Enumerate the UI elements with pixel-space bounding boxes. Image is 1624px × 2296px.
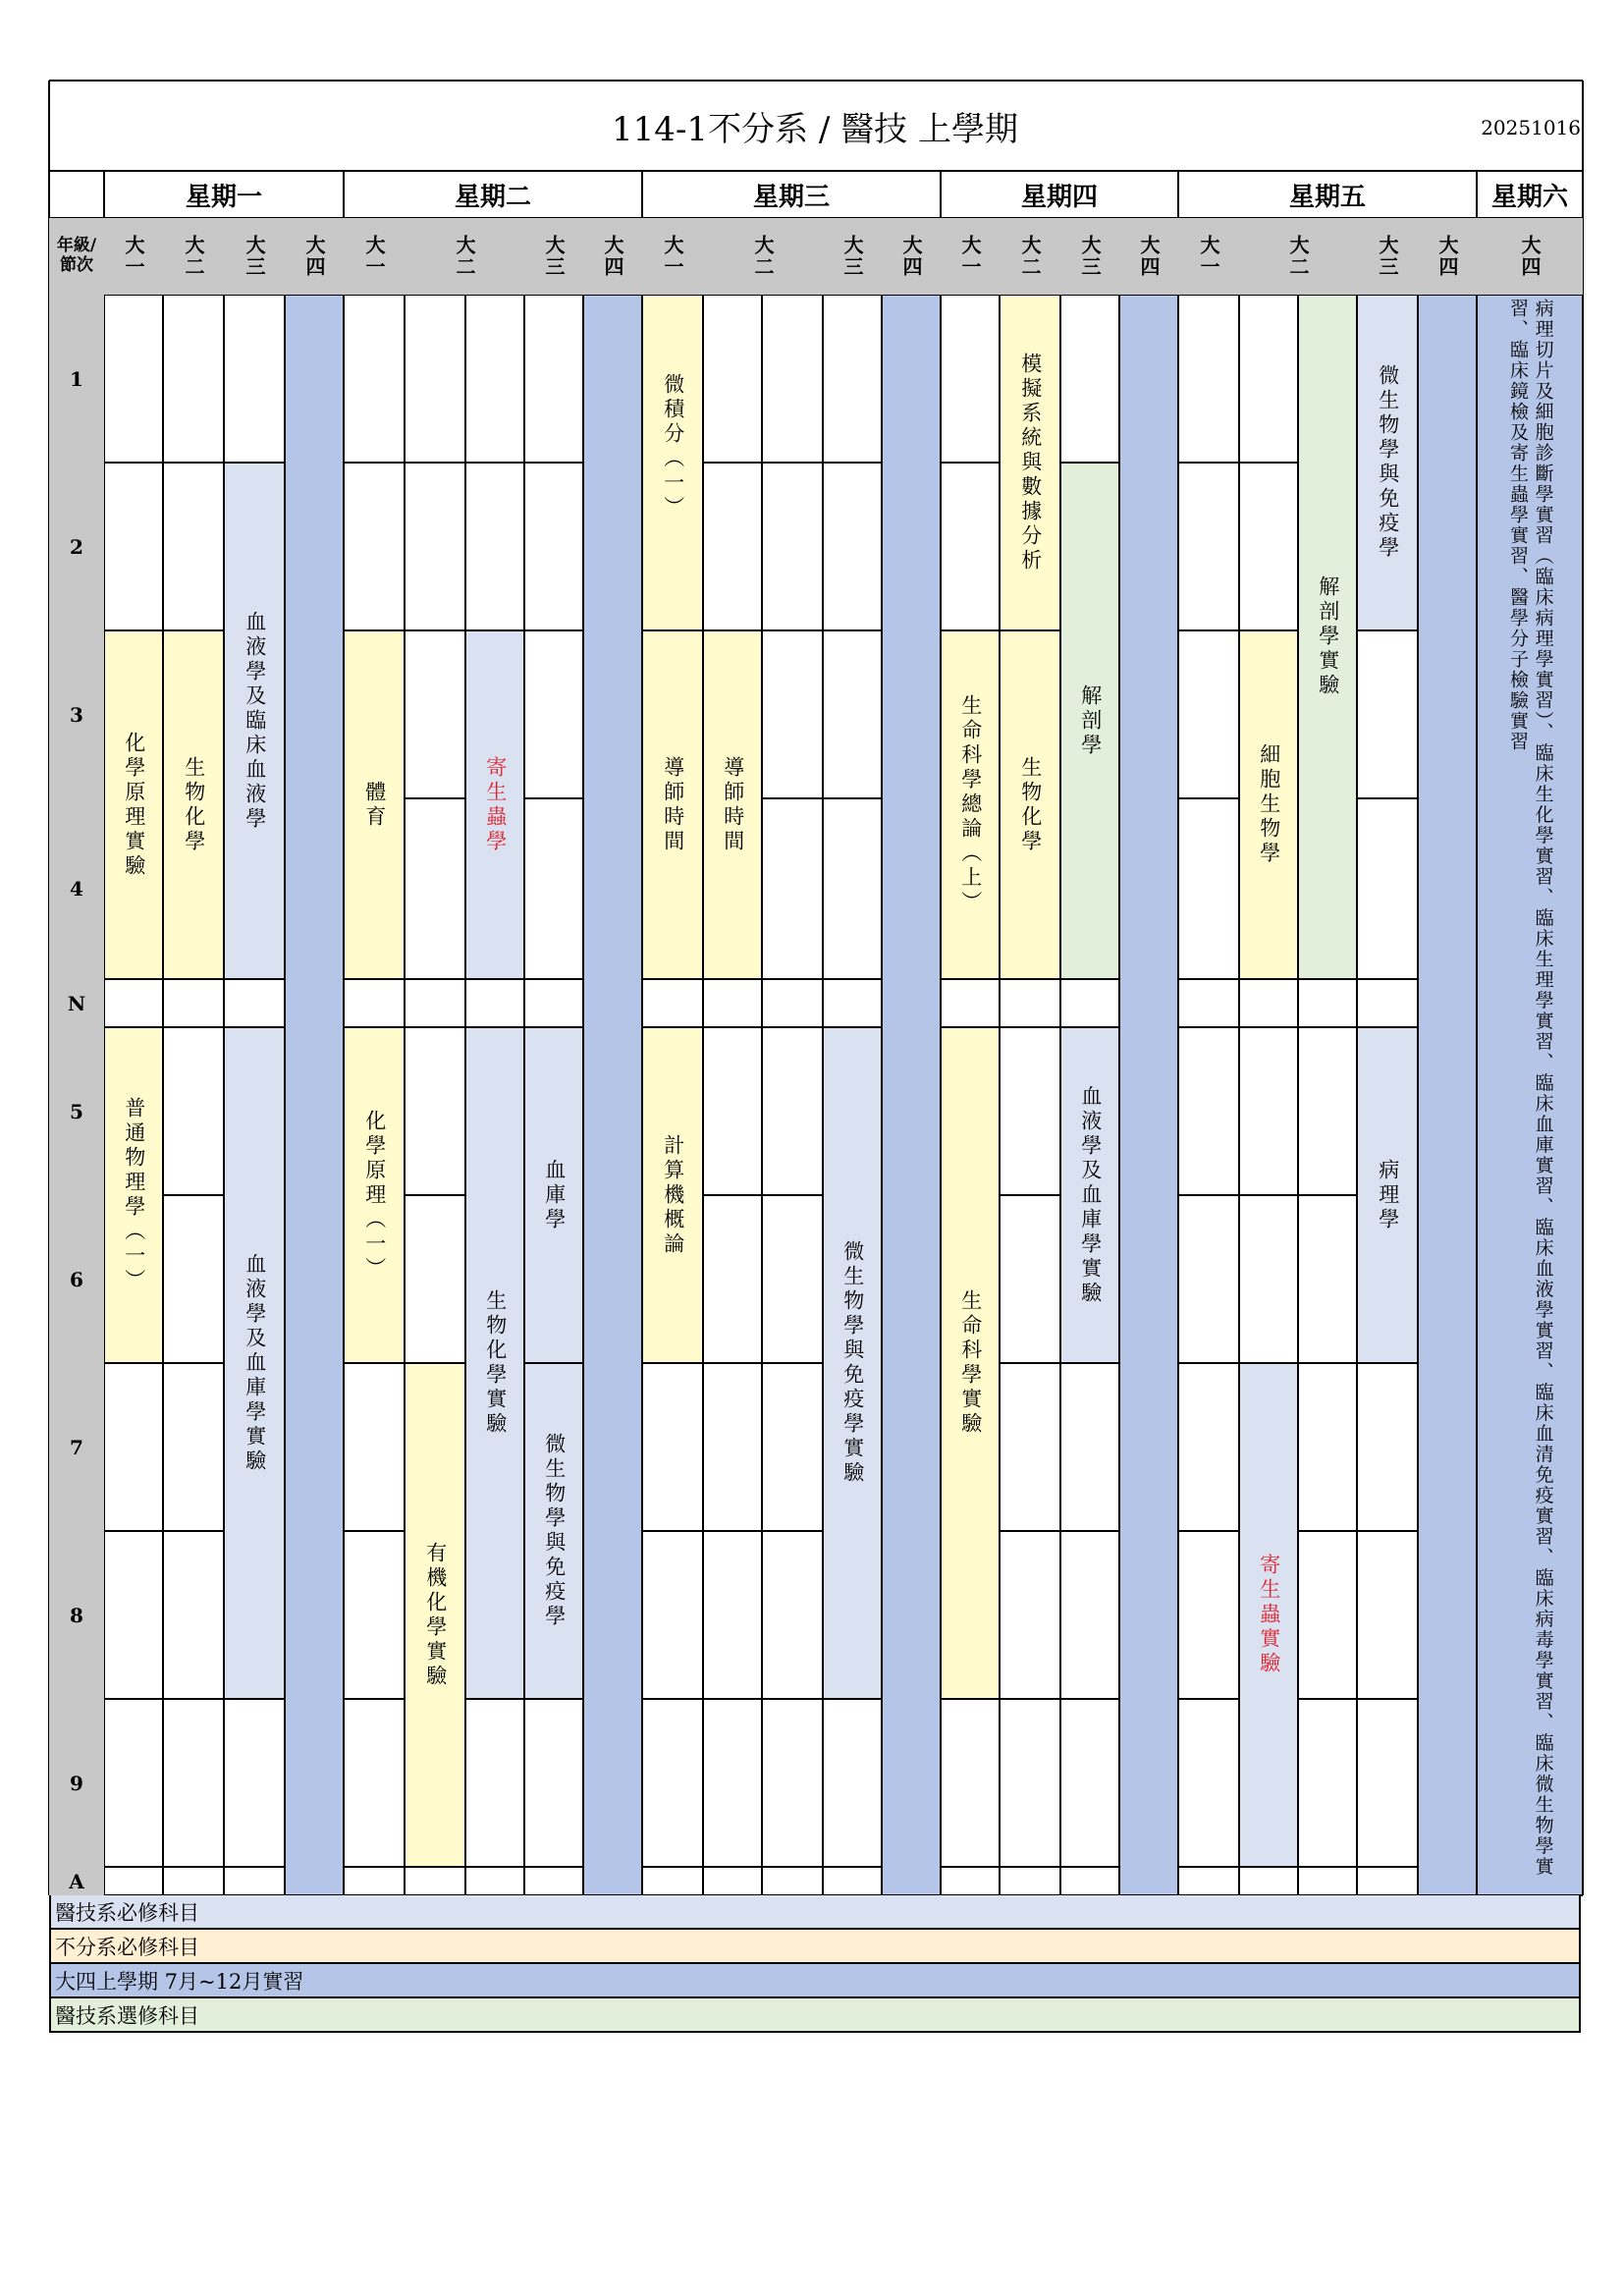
course-name: 生物化學 <box>1018 755 1043 854</box>
period-line <box>1060 1362 1119 1364</box>
period-line <box>104 1698 163 1700</box>
period-line <box>405 797 465 799</box>
course-name: 寄生蟲實驗 <box>1257 1554 1281 1676</box>
period-line <box>465 1866 524 1868</box>
period-line <box>524 797 583 799</box>
grade-header-text: 大四 <box>302 235 326 278</box>
period-line <box>104 1530 163 1532</box>
day-header: 星期一 <box>185 182 262 212</box>
course-block-mon-2-biochem[interactable] <box>163 630 224 979</box>
grade-header-text: 大四 <box>899 235 923 278</box>
period-line <box>465 978 524 980</box>
period-line <box>465 462 524 464</box>
period-line <box>344 1866 405 1868</box>
grade-header <box>1000 218 1060 295</box>
grade-header <box>1239 218 1357 295</box>
period-line <box>1357 978 1418 980</box>
period-line <box>104 1362 163 1364</box>
course-block-thu-2-biochem[interactable] <box>1000 630 1060 979</box>
grade-header-text: 大一 <box>122 235 145 278</box>
period-line <box>941 629 1000 631</box>
period-line <box>1239 978 1298 980</box>
grade-header-text: 大二 <box>182 235 205 278</box>
grade-separator <box>822 218 824 1895</box>
grade4-internship-band-3 <box>882 295 941 1895</box>
grade-header <box>642 218 703 295</box>
grade-header-text: 大一 <box>362 235 386 278</box>
period-line <box>1060 1530 1119 1532</box>
course-name: 生命科學總論（上） <box>958 694 983 915</box>
period-line <box>1298 978 1357 980</box>
course-block-fri-2b-anatomy-lab[interactable] <box>1298 295 1357 979</box>
course-block-tue-2b-biochem-lab[interactable] <box>465 1027 524 1699</box>
grade-header <box>224 218 285 295</box>
period-line <box>823 629 882 631</box>
period-line <box>1060 1026 1119 1028</box>
revision-date: 20251016 <box>1481 116 1581 139</box>
period-line <box>1239 462 1298 464</box>
day-separator <box>940 171 942 1895</box>
period-line <box>1000 1866 1060 1868</box>
period-line <box>823 1698 882 1700</box>
grade-separator <box>1417 218 1419 1895</box>
period-line <box>405 1026 465 1028</box>
course-name: 導師時間 <box>661 755 685 854</box>
period-line <box>941 462 1000 464</box>
period-line <box>1178 978 1239 980</box>
period-line <box>941 1866 1000 1868</box>
period-label: 1 <box>49 295 104 463</box>
grade-header <box>703 218 823 295</box>
period-line <box>524 1026 583 1028</box>
period-line <box>224 978 285 980</box>
period-line <box>642 1866 703 1868</box>
period-line <box>642 1530 703 1532</box>
period-line <box>163 1698 224 1700</box>
period-label: 6 <box>49 1195 104 1363</box>
period-line <box>1298 1194 1357 1196</box>
period-line <box>762 1866 823 1868</box>
grade-header <box>882 218 941 295</box>
sub-column-line <box>761 295 763 1895</box>
period-line <box>405 1194 465 1196</box>
course-block-wed-1-calculus[interactable] <box>642 295 703 630</box>
grade-separator <box>284 218 286 1895</box>
day-header: 星期二 <box>454 182 531 212</box>
period-line <box>762 1530 823 1532</box>
course-name: 微生物學與免疫學 <box>542 1433 567 1629</box>
period-line <box>762 1026 823 1028</box>
period-line <box>642 1026 703 1028</box>
period-label: 3 <box>49 630 104 798</box>
course-name: 模擬系統與數據分析 <box>1018 352 1043 574</box>
period-line <box>405 1866 465 1868</box>
period-line <box>104 1866 163 1868</box>
course-block-thu-3-anatomy[interactable] <box>1060 463 1119 979</box>
corner-header <box>49 218 104 295</box>
period-line <box>524 978 583 980</box>
course-name: 微生物學與免疫學 <box>1376 364 1400 561</box>
period-line <box>1357 629 1418 631</box>
period-line <box>163 462 224 464</box>
period-line <box>1357 1530 1418 1532</box>
period-line <box>344 629 405 631</box>
period-line <box>524 1866 583 1868</box>
day-separator <box>1476 171 1478 1895</box>
period-line <box>1000 978 1060 980</box>
grade-separator <box>404 218 406 1895</box>
period-line <box>524 1362 583 1364</box>
period-line <box>1000 629 1060 631</box>
course-block-thu-1-lifesci-lab[interactable] <box>941 1027 1000 1699</box>
period-line <box>163 978 224 980</box>
period-line <box>1239 629 1298 631</box>
course-name: 細胞生物學 <box>1257 743 1281 866</box>
course-name: 普通物理學（一） <box>122 1097 146 1293</box>
grade-separator <box>1238 218 1240 1895</box>
period-line <box>465 1698 524 1700</box>
period-line <box>762 629 823 631</box>
grade-header-text: 大四 <box>1137 235 1161 278</box>
period-line <box>1298 1698 1357 1700</box>
course-name: 體育 <box>362 780 387 830</box>
period-label: 9 <box>49 1699 104 1867</box>
period-line <box>703 1026 762 1028</box>
grade-header <box>104 218 163 295</box>
course-block-wed-1-mentor[interactable] <box>642 630 703 979</box>
period-line <box>703 1866 762 1868</box>
legend-row-dblue <box>49 1964 1581 1998</box>
period-line <box>1000 1194 1060 1196</box>
corner-header-text: 節次 <box>60 255 93 275</box>
grade-header <box>285 218 344 295</box>
grade-header <box>1357 218 1418 295</box>
period-line <box>941 1698 1000 1700</box>
grade-header <box>405 218 524 295</box>
period-line <box>1178 1866 1239 1868</box>
grade-header <box>1178 218 1239 295</box>
grade-header-text: 大四 <box>1435 235 1459 278</box>
course-block-tue-3-bloodbank[interactable] <box>524 1027 583 1363</box>
grade-header <box>163 218 224 295</box>
course-name: 解剖學 <box>1078 683 1103 758</box>
grade-header-text: 大二 <box>453 235 476 278</box>
course-block-wed-3-micro-lab[interactable] <box>823 1027 882 1699</box>
period-label: 2 <box>49 463 104 630</box>
period-line <box>1060 1866 1119 1868</box>
period-line <box>405 1362 465 1364</box>
legend-row-green <box>49 1998 1581 2033</box>
period-label: 7 <box>49 1363 104 1531</box>
course-name: 病理學 <box>1376 1158 1400 1232</box>
period-line <box>762 978 823 980</box>
period-line <box>163 1194 224 1196</box>
grade-header-text: 大一 <box>1197 235 1220 278</box>
period-line <box>344 1362 405 1364</box>
grade-header-text: 大一 <box>958 235 982 278</box>
grade-header-text: 大二 <box>751 235 775 278</box>
grade-separator <box>1118 218 1120 1895</box>
period-line <box>104 978 163 980</box>
grade-separator <box>523 218 525 1895</box>
day-separator <box>343 171 345 1895</box>
period-line <box>941 1026 1000 1028</box>
period-line <box>703 978 762 980</box>
period-line <box>405 629 465 631</box>
period-line <box>1178 462 1239 464</box>
period-line <box>224 1026 285 1028</box>
frame-right <box>1582 81 1584 1895</box>
day-header: 星期五 <box>1288 182 1366 212</box>
period-line <box>1178 797 1239 799</box>
course-name: 血液學及血庫學實驗 <box>243 1252 267 1474</box>
period-line <box>1178 629 1239 631</box>
grade-header-text: 大四 <box>1518 235 1542 278</box>
period-line <box>1239 1362 1298 1364</box>
period-line <box>703 462 762 464</box>
period-line <box>344 1530 405 1532</box>
period-line <box>762 1698 823 1700</box>
period-line <box>762 1362 823 1364</box>
period-line <box>1298 1866 1357 1868</box>
period-line <box>703 1362 762 1364</box>
day-separator <box>641 171 643 1895</box>
period-line <box>1000 1362 1060 1364</box>
period-line <box>1178 1698 1239 1700</box>
period-line <box>344 978 405 980</box>
period-line <box>1239 1866 1298 1868</box>
grade-header-text: 大二 <box>1286 235 1310 278</box>
period-line <box>1000 1530 1060 1532</box>
course-block-thu-1-lifesci[interactable] <box>941 630 1000 979</box>
period-line <box>1357 1362 1418 1364</box>
period-line <box>1178 1026 1239 1028</box>
period-line <box>1239 1026 1298 1028</box>
period-line <box>405 978 465 980</box>
period-line <box>1357 1698 1418 1700</box>
legend-label: 醫技系選修科目 <box>55 2003 199 2028</box>
grade4-internship-band-1 <box>285 295 344 1895</box>
course-name: 生命科學實驗 <box>958 1289 983 1437</box>
legend-label: 不分系必修科目 <box>55 1935 199 1959</box>
period-line <box>1357 1026 1418 1028</box>
course-name: 生物化學 <box>182 755 206 854</box>
period-line <box>524 629 583 631</box>
period-label: 8 <box>49 1531 104 1699</box>
period-line <box>344 1698 405 1700</box>
period-label: A <box>49 1867 104 1895</box>
day-header: 星期六 <box>1490 182 1568 212</box>
period-line <box>1239 1194 1298 1196</box>
grade4-internship-band-5 <box>1418 295 1477 1895</box>
period-line <box>642 629 703 631</box>
course-name: 血庫學 <box>542 1158 567 1232</box>
period-line <box>224 1866 285 1868</box>
grade-separator <box>1356 218 1358 1895</box>
legend-label: 大四上學期 7月~12月實習 <box>55 1969 304 1994</box>
course-name: 微生物學與免疫學實驗 <box>840 1240 865 1486</box>
grade-header <box>583 218 642 295</box>
period-line <box>823 1026 882 1028</box>
grade4-internship-band-2 <box>583 295 642 1895</box>
grade-header <box>823 218 882 295</box>
course-name: 寄生蟲學 <box>483 755 508 854</box>
grade-header <box>1418 218 1477 295</box>
legend-row-blue <box>49 1895 1581 1930</box>
grade-header <box>344 218 405 295</box>
period-line <box>1357 1866 1418 1868</box>
course-block-tue-2b-parasite[interactable] <box>465 630 524 979</box>
grade-header <box>941 218 1000 295</box>
course-name: 化學原理實驗 <box>122 731 146 879</box>
grade-header-text: 大一 <box>661 235 684 278</box>
grade-separator <box>999 218 1001 1895</box>
period-line <box>1298 1026 1357 1028</box>
course-block-tue-3-micro[interactable] <box>524 1363 583 1699</box>
course-name: 生物化學實驗 <box>483 1289 508 1437</box>
period-label: N <box>49 979 104 1027</box>
period-label: 4 <box>49 798 104 979</box>
period-line <box>524 1698 583 1700</box>
course-block-tue-1-pe[interactable] <box>344 630 405 979</box>
period-line <box>1000 1698 1060 1700</box>
grade-header <box>1119 218 1178 295</box>
grade-separator <box>881 218 883 1895</box>
course-block-thu-3-hema-lab[interactable] <box>1060 1027 1119 1363</box>
course-name: 病理切片及細胞診斷學實習（臨床病理學實習）、臨床生化學實習、臨床生理學實習、臨床血庫實習、臨床血液學實習、臨床血清免疫實習、臨床病毒學實習、臨床微生物學實習、臨床鏡檢及寄生蟲學實習、醫學分子檢驗實習 <box>1507 299 1554 1878</box>
grade-header <box>524 218 583 295</box>
course-name: 化學原理（一） <box>362 1109 387 1282</box>
period-line <box>465 1026 524 1028</box>
period-line <box>762 462 823 464</box>
period-line <box>163 629 224 631</box>
period-line <box>104 462 163 464</box>
course-name: 解剖學實驗 <box>1316 575 1340 698</box>
day-separator <box>1177 171 1179 1895</box>
day-header: 星期三 <box>752 182 830 212</box>
grade-header-text: 大三 <box>840 235 864 278</box>
course-block-mon-1-physics[interactable] <box>104 1027 163 1363</box>
period-line <box>703 1194 762 1196</box>
period-line <box>1298 1530 1357 1532</box>
period-line <box>823 978 882 980</box>
period-line <box>642 1362 703 1364</box>
period-line <box>344 1026 405 1028</box>
sub-column-line <box>1297 295 1299 1895</box>
period-line <box>104 1026 163 1028</box>
period-line <box>224 462 285 464</box>
period-line <box>224 1698 285 1700</box>
period-line <box>163 1362 224 1364</box>
grade4-internship-band-4 <box>1119 295 1178 1895</box>
period-line <box>762 797 823 799</box>
course-block-fri-2a-parasite-lab[interactable] <box>1239 1363 1298 1867</box>
period-line <box>1060 1698 1119 1700</box>
course-block-mon-1-chem-lab[interactable] <box>104 630 163 979</box>
course-name: 導師時間 <box>721 755 745 854</box>
course-name: 血液學及臨床血液學 <box>243 610 267 832</box>
period-line <box>163 1530 224 1532</box>
grade-header <box>1060 218 1119 295</box>
page-title: 114-1不分系 / 醫技 上學期 <box>612 109 1018 149</box>
grade-header-text: 大三 <box>1376 235 1399 278</box>
period-line <box>163 1026 224 1028</box>
period-line <box>405 462 465 464</box>
period-line <box>524 462 583 464</box>
legend-label: 醫技系必修科目 <box>55 1900 199 1925</box>
grade-separator <box>162 218 164 1895</box>
course-block-tue-2a-orgchem-lab[interactable] <box>405 1363 465 1867</box>
grade-separator <box>702 218 704 1895</box>
grade-separator <box>223 218 225 1895</box>
grade-separator <box>1059 218 1061 1895</box>
period-line <box>941 978 1000 980</box>
period-line <box>642 1698 703 1700</box>
course-block-fri-3-micro[interactable] <box>1357 295 1418 630</box>
period-line <box>465 629 524 631</box>
period-line <box>762 1194 823 1196</box>
course-block-fri-2a-cellbio[interactable] <box>1239 630 1298 979</box>
period-line <box>703 1530 762 1532</box>
period-line <box>703 1698 762 1700</box>
period-line <box>1298 1362 1357 1364</box>
period-line <box>823 1866 882 1868</box>
period-line <box>1060 462 1119 464</box>
course-block-wed-2a-mentor[interactable] <box>703 630 762 979</box>
saturday-grade-header <box>1477 218 1583 295</box>
course-block-mon-3-hema[interactable] <box>224 463 285 979</box>
period-line <box>1060 978 1119 980</box>
grade-header-text: 大四 <box>601 235 624 278</box>
course-block-thu-2-simulation[interactable] <box>1000 295 1060 630</box>
period-line <box>1178 1362 1239 1364</box>
course-block-fri-3-pathology[interactable] <box>1357 1027 1418 1363</box>
period-line <box>703 629 762 631</box>
period-line <box>1178 1194 1239 1196</box>
course-name: 血液學及血庫學實驗 <box>1078 1084 1103 1306</box>
period-line <box>1357 797 1418 799</box>
grade-header-text: 大二 <box>1018 235 1042 278</box>
period-label: 5 <box>49 1027 104 1195</box>
course-block-wed-1-computer[interactable] <box>642 1027 703 1363</box>
course-name: 微積分（一） <box>661 373 685 520</box>
course-name: 有機化學實驗 <box>423 1541 448 1689</box>
course-block-sat-4-internship[interactable] <box>1477 295 1583 1895</box>
period-line <box>163 1866 224 1868</box>
period-line <box>642 978 703 980</box>
grade-separator <box>582 218 584 1895</box>
course-block-mon-3-hema-lab[interactable] <box>224 1027 285 1699</box>
day-header: 星期四 <box>1020 182 1098 212</box>
sub-column-line <box>464 295 466 1895</box>
frame-top <box>49 80 1583 82</box>
corner-header-text: 年級/ <box>56 236 97 256</box>
grade-header-text: 大三 <box>1078 235 1102 278</box>
grade-header-text: 大三 <box>542 235 566 278</box>
course-block-tue-1-chem[interactable] <box>344 1027 405 1363</box>
period-line <box>104 629 163 631</box>
period-line <box>1000 1026 1060 1028</box>
legend-row-peach <box>49 1930 1581 1964</box>
period-line <box>1178 1530 1239 1532</box>
grade-header-text: 大三 <box>243 235 266 278</box>
period-line <box>823 462 882 464</box>
course-name: 計算機概論 <box>661 1133 685 1257</box>
period-line <box>823 797 882 799</box>
period-line <box>344 462 405 464</box>
